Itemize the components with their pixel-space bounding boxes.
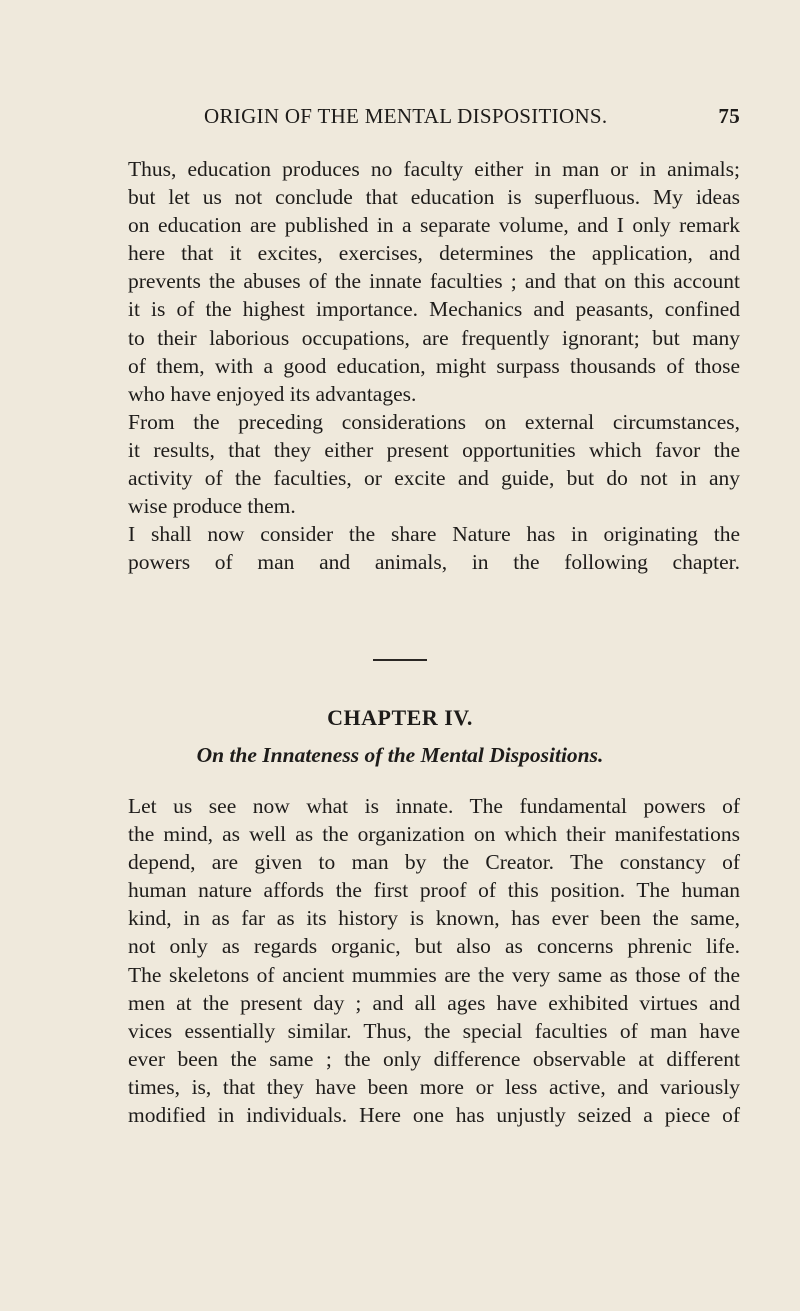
text-line: to their laborious occupations, are frequently ignorant; but many bbox=[128, 325, 740, 350]
text-line: of them, with a good education, might surpass thousands of those bbox=[128, 353, 740, 378]
text-line: vices essentially similar. Thus, the special faculties of man have bbox=[128, 1018, 740, 1043]
text-line: wise produce them. bbox=[128, 494, 296, 519]
running-head: ORIGIN OF THE MENTAL DISPOSITIONS. bbox=[204, 104, 608, 128]
text-line: The skeletons of ancient mummies are the very same as those of the bbox=[128, 962, 740, 987]
text-line: From the preceding considerations on external circumstances, bbox=[128, 409, 740, 434]
text-line: the mind, as well as the organization on which their manifestations bbox=[128, 822, 740, 847]
text-line: I shall now consider the share Nature has in originating the bbox=[128, 522, 740, 547]
text-line: who have enjoyed its advantages. bbox=[128, 381, 417, 406]
text-line: prevents the abuses of the innate faculties ; and that on this account bbox=[128, 269, 740, 294]
text-line: but let us not conclude that education is superfluous. My ideas bbox=[128, 185, 740, 210]
text-line: men at the present day ; and all ages have exhibited virtues and bbox=[128, 990, 740, 1015]
text-line: activity of the faculties, or excite and guide, but do not in any bbox=[128, 466, 740, 491]
text-line: times, is, that they have been more or less active, and variously bbox=[128, 1074, 740, 1099]
text-line: Thus, education produces no faculty either in man or in animals; bbox=[128, 157, 740, 181]
text-line: here that it excites, exercises, determines the application, and bbox=[128, 241, 740, 266]
chapter-title: CHAPTER IV. bbox=[327, 705, 473, 730]
page-number: 75 bbox=[718, 104, 740, 128]
chapter-paragraph bbox=[128, 792, 740, 1129]
text-line: ever been the same ; the only difference observable at different bbox=[128, 1046, 740, 1071]
chapter-subtitle: On the Innateness of the Mental Dispositions. bbox=[196, 743, 604, 767]
text-line: it is of the highest importance. Mechanics and peasants, confined bbox=[128, 297, 740, 322]
text-line: kind, in as far as its history is known, has ever been the same, bbox=[128, 906, 740, 931]
text-line: not only as regards organic, but also as concerns phrenic life. bbox=[128, 934, 740, 959]
text-line: modified in individuals. Here one has unjustly seized a piece of bbox=[128, 1103, 740, 1128]
text-line: human nature affords the first proof of this position. The human bbox=[128, 878, 740, 903]
text-line: Let us see now what is innate. The fundamental powers of bbox=[128, 794, 740, 818]
intro-paragraphs bbox=[128, 155, 740, 576]
text-line: powers of man and animals, in the following chapter. bbox=[128, 550, 740, 575]
page-header bbox=[128, 104, 740, 134]
text-line: on education are published in a separate volume, and I only remark bbox=[128, 213, 740, 238]
section-divider bbox=[373, 659, 427, 661]
text-line: depend, are given to man by the Creator. The constancy of bbox=[128, 850, 740, 875]
text-line: it results, that they either present opportunities which favor the bbox=[128, 437, 740, 462]
